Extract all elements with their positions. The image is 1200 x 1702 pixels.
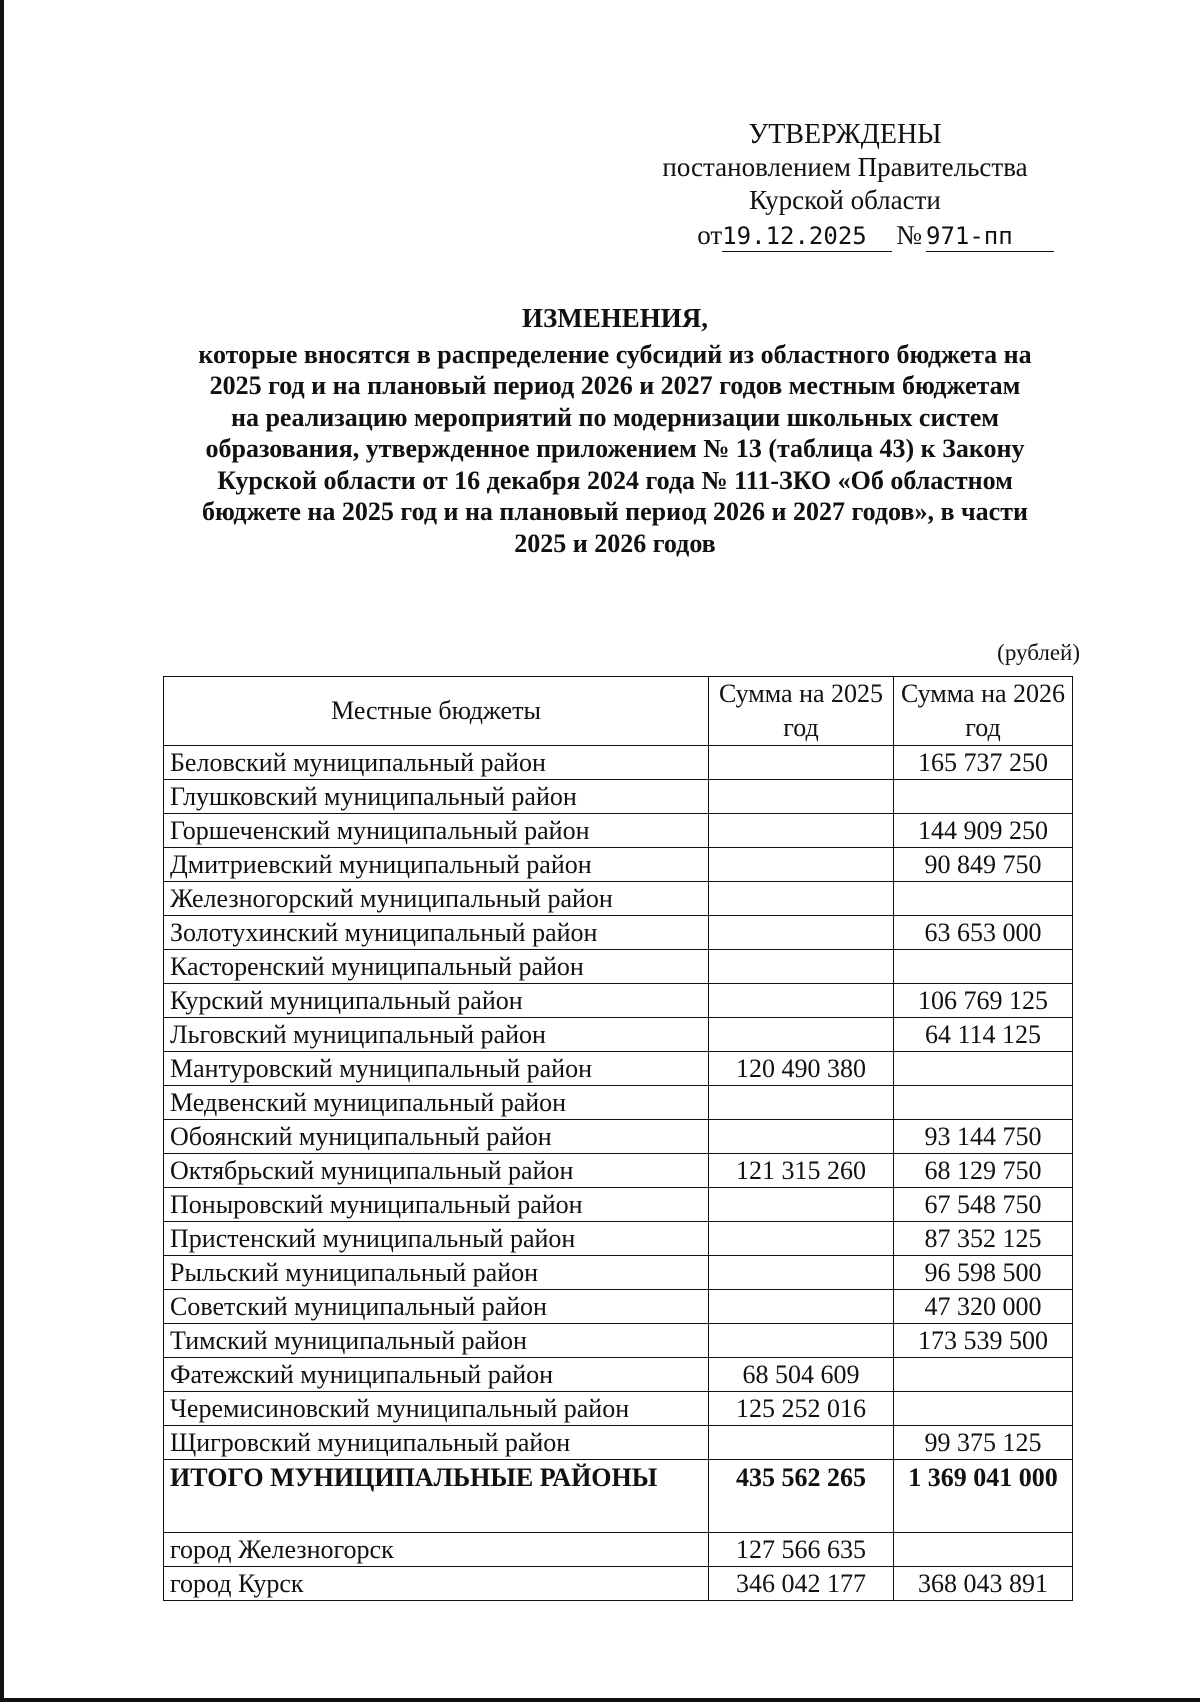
heading-line: которые вносятся в распределение субсидий из областного бюджета на [198,339,1032,369]
header-sum-2026: Сумма на 2026 год [894,677,1073,746]
sum-2025-cell [709,1188,894,1222]
sum-2026-cell: 68 129 750 [894,1154,1073,1188]
sum-2026-cell [894,950,1073,984]
budget-name-cell: Пристенский муниципальный район [164,1222,709,1256]
sum-2026-cell: 165 737 250 [894,746,1073,780]
sum-2025-cell [709,1018,894,1052]
table-row [164,1018,1073,1052]
sum-2026-cell [894,1052,1073,1086]
table-row [164,984,1073,1018]
table-row [164,814,1073,848]
sum-2026-cell [894,1533,1073,1567]
table-row [164,1256,1073,1290]
sum-2026-cell [894,1392,1073,1426]
sum-2025-cell [709,1426,894,1460]
budget-name-cell: Глушковский муниципальный район [164,780,709,814]
sum-2025-cell [709,984,894,1018]
sum-2025-cell: 68 504 609 [709,1358,894,1392]
approval-line-1: постановлением Правительства [662,152,1028,182]
sum-2025-cell: 121 315 260 [709,1154,894,1188]
sum-2026-cell: 90 849 750 [894,848,1073,882]
sum-2025-cell: 125 252 016 [709,1392,894,1426]
sum-2025-cell [709,848,894,882]
scan-edge-bottom [0,1698,1200,1702]
sum-2025-cell [709,780,894,814]
sum-2025-cell [709,1324,894,1358]
header-local-budgets: Местные бюджеты [164,677,709,746]
sum-2025-cell: 346 042 177 [709,1567,894,1601]
table-row [164,1426,1073,1460]
budget-name-cell: город Курск [164,1567,709,1601]
table-row [164,950,1073,984]
budget-name-cell: город Железногорск [164,1533,709,1567]
heading-line: Курской области от 16 декабря 2024 года № 111-ЗКО «Об областном [217,465,1013,495]
sum-2025-cell [709,882,894,916]
budget-name-cell: Октябрьский муниципальный район [164,1154,709,1188]
budget-name-cell: Фатежский муниципальный район [164,1358,709,1392]
scan-edge-left [0,0,4,1702]
table-row [164,882,1073,916]
number-sign: № [896,220,922,250]
sum-2025-cell [709,1256,894,1290]
table-header-row [164,677,1073,746]
table-row [164,1290,1073,1324]
sum-2026-cell: 93 144 750 [894,1120,1073,1154]
sum-2026-cell: 106 769 125 [894,984,1073,1018]
sum-2026-cell: 368 043 891 [894,1567,1073,1601]
date-prefix: от [697,220,723,250]
sum-2025-cell: 120 490 380 [709,1052,894,1086]
sum-2026-cell: 87 352 125 [894,1222,1073,1256]
budget-name-cell: Горшеченский муниципальный район [164,814,709,848]
sum-2026-cell: 99 375 125 [894,1426,1073,1460]
total-row [164,1460,1073,1533]
budget-name-cell: Черемисиновский муниципальный район [164,1392,709,1426]
approval-line-2: Курской области [749,185,941,215]
budget-name-cell: Медвенский муниципальный район [164,1086,709,1120]
sum-2026-cell [894,882,1073,916]
budget-name-cell: Курский муниципальный район [164,984,709,1018]
table-row [164,1567,1073,1601]
heading-line: 2025 и 2026 годов [514,528,716,558]
budget-name-cell: ИТОГО МУНИЦИПАЛЬНЫЕ РАЙОНЫ [164,1460,709,1533]
sum-2026-cell: 64 114 125 [894,1018,1073,1052]
budget-name-cell: Беловский муниципальный район [164,746,709,780]
table-row [164,1052,1073,1086]
sum-2025-cell: 435 562 265 [709,1460,894,1533]
sum-2026-cell: 63 653 000 [894,916,1073,950]
sum-2025-cell [709,746,894,780]
heading-title: ИЗМЕНЕНИЯ, [521,303,708,333]
sum-2025-cell [709,814,894,848]
heading-line: бюджете на 2025 год и на плановый период 2026 и 2027 годов», в части [202,497,1028,526]
sum-2026-cell [894,1358,1073,1392]
table-row [164,1222,1073,1256]
heading-line: на реализацию мероприятий по модернизации школьных систем [230,402,1000,432]
sum-2026-cell [894,780,1073,814]
table-row [164,780,1073,814]
sum-2025-cell [709,1086,894,1120]
sum-2025-cell [709,916,894,950]
header-sum-2025: Сумма на 2025 год [709,677,894,746]
budget-name-cell: Советский муниципальный район [164,1290,709,1324]
table-row [164,1324,1073,1358]
budget-name-cell: Поныровский муниципальный район [164,1188,709,1222]
document-heading [140,303,1090,559]
sum-2026-cell [894,1086,1073,1120]
budget-name-cell: Щигровский муниципальный район [164,1426,709,1460]
sum-2026-cell: 47 320 000 [894,1290,1073,1324]
sum-2025-cell [709,1120,894,1154]
table-body [164,746,1073,1601]
approval-title: УТВЕРЖДЕНЫ [748,119,942,150]
sum-2026-cell: 1 369 041 000 [894,1460,1073,1533]
table-row [164,1120,1073,1154]
table-row [164,1086,1073,1120]
sum-2025-cell [709,1290,894,1324]
sum-2026-cell: 67 548 750 [894,1188,1073,1222]
table-row [164,1392,1073,1426]
table-row [164,1533,1073,1567]
unit-label: (рублей) [997,640,1080,665]
sum-2025-cell [709,1222,894,1256]
subsidy-table [163,676,1073,1601]
approval-number: 971-пп [926,223,1054,252]
budget-name-cell: Рыльский муниципальный район [164,1256,709,1290]
sum-2026-cell: 173 539 500 [894,1324,1073,1358]
budget-name-cell: Дмитриевский муниципальный район [164,848,709,882]
budget-name-cell: Льговский муниципальный район [164,1018,709,1052]
budget-name-cell: Железногорский муниципальный район [164,882,709,916]
budget-name-cell: Тимский муниципальный район [164,1324,709,1358]
sum-2025-cell [709,950,894,984]
table-row [164,1358,1073,1392]
sum-2025-cell: 127 566 635 [709,1533,894,1567]
budget-name-cell: Золотухинский муниципальный район [164,916,709,950]
sum-2026-cell: 144 909 250 [894,814,1073,848]
heading-line: 2025 год и на плановый период 2026 и 2027 годов местным бюджетам [209,371,1021,400]
table-row [164,848,1073,882]
budget-name-cell: Мантуровский муниципальный район [164,1052,709,1086]
budget-name-cell: Обоянский муниципальный район [164,1120,709,1154]
approval-date: 19.12.2025 [722,223,892,252]
table-row [164,1154,1073,1188]
approval-date-number [600,219,1090,252]
approval-stamp [600,118,1090,252]
budget-name-cell: Касторенский муниципальный район [164,950,709,984]
table-row [164,1188,1073,1222]
sum-2026-cell: 96 598 500 [894,1256,1073,1290]
table-row [164,746,1073,780]
table-row [164,916,1073,950]
heading-line: образования, утвержденное приложением № 13 (таблица 43) к Закону [205,434,1025,463]
